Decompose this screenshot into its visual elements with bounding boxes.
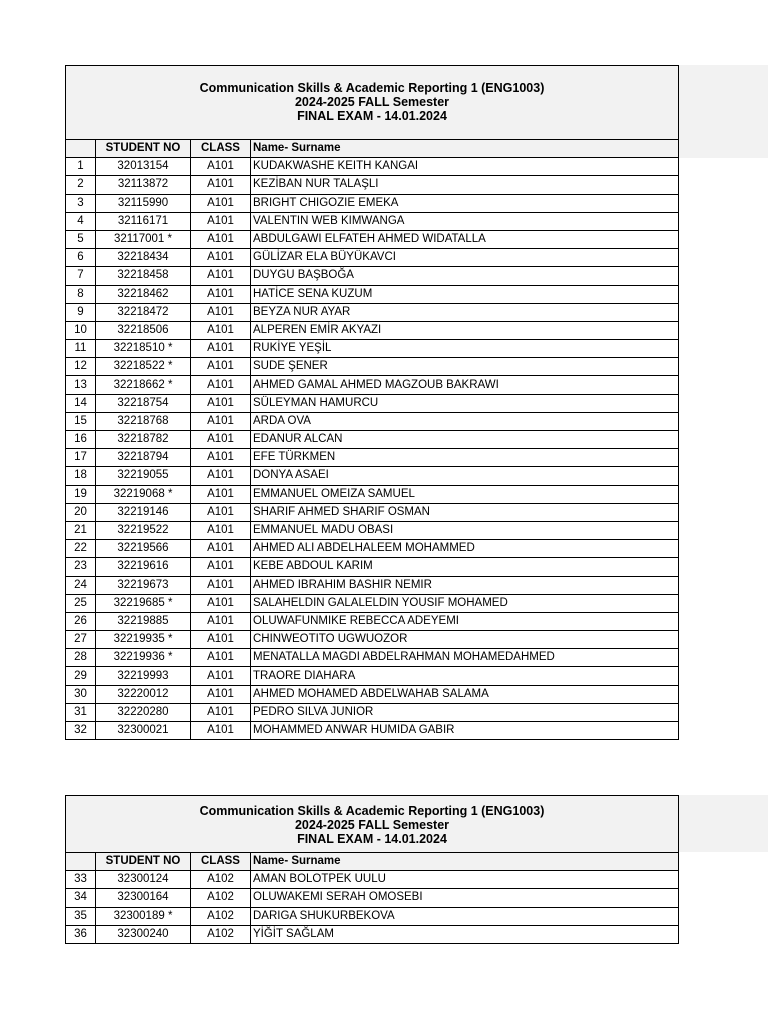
row-index: 11 [66,340,96,358]
table-row [66,176,679,194]
student-number: 32219935 * [96,631,191,649]
row-index: 35 [66,907,96,925]
row-index: 28 [66,649,96,667]
row-index: 9 [66,303,96,321]
row-index: 36 [66,925,96,943]
student-name: MENATALLA MAGDI ABDELRAHMAN MOHAMEDAHMED [251,649,679,667]
student-name: BRIGHT CHIGOZIE EMEKA [251,194,679,212]
semester-title: 2024-2025 FALL Semester [294,95,450,109]
student-name: SÜLEYMAN HAMURCU [251,394,679,412]
header-class: CLASS [191,140,251,158]
class-code: A101 [191,540,251,558]
table-row [66,358,679,376]
student-name: BEYZA NUR AYAR [251,303,679,321]
student-number: 32218662 * [96,376,191,394]
student-name: EFE TÜRKMEN [251,449,679,467]
class-code: A101 [191,176,251,194]
table-row [66,649,679,667]
student-number: 32219936 * [96,649,191,667]
table-row [66,594,679,612]
exam-title: FINAL EXAM - 14.01.2024 [297,832,447,846]
row-index: 26 [66,612,96,630]
class-code: A101 [191,521,251,539]
row-index: 12 [66,358,96,376]
table-row [66,449,679,467]
table-row [66,285,679,303]
student-name: KEZİBAN NUR TALAŞLI [251,176,679,194]
row-index: 8 [66,285,96,303]
header-fill-band [679,65,768,158]
class-code: A101 [191,303,251,321]
exam-list-section-2 [65,795,679,944]
student-number: 32218522 * [96,358,191,376]
table-row [66,230,679,248]
student-name: AMAN BOLOTPEK UULU [251,871,679,889]
class-code: A101 [191,703,251,721]
table-row [66,303,679,321]
table-row [66,558,679,576]
row-index: 5 [66,230,96,248]
class-code: A101 [191,485,251,503]
student-number: 32220280 [96,703,191,721]
row-index: 31 [66,703,96,721]
student-name: HATİCE SENA KUZUM [251,285,679,303]
student-number: 32300189 * [96,907,191,925]
student-name: AHMED ALI ABDELHALEEM MOHAMMED [251,540,679,558]
student-number: 32218754 [96,394,191,412]
student-name: DONYA ASAEI [251,467,679,485]
student-name: MOHAMMED ANWAR HUMIDA GABIR [251,722,679,740]
student-number: 32300021 [96,722,191,740]
student-name: AHMED MOHAMED ABDELWAHAB SALAMA [251,685,679,703]
student-name: DARIGA SHUKURBEKOVA [251,907,679,925]
row-index: 2 [66,176,96,194]
student-number: 32218506 [96,321,191,339]
student-number: 32218768 [96,412,191,430]
student-number: 32219673 [96,576,191,594]
exam-list-section-1 [65,65,679,740]
section-title [65,795,679,852]
class-code: A101 [191,467,251,485]
class-code: A101 [191,321,251,339]
student-number: 32219522 [96,521,191,539]
row-index: 1 [66,158,96,176]
table-row [66,376,679,394]
class-code: A102 [191,871,251,889]
row-index: 13 [66,376,96,394]
student-name: TRAORE DIAHARA [251,667,679,685]
student-number: 32219885 [96,612,191,630]
header-name: Name- Surname [251,853,679,871]
class-code: A101 [191,503,251,521]
student-number: 32219685 * [96,594,191,612]
table-row [66,394,679,412]
class-code: A101 [191,558,251,576]
table-row [66,485,679,503]
student-number: 32218458 [96,267,191,285]
class-code: A101 [191,267,251,285]
student-number: 32218794 [96,449,191,467]
class-code: A101 [191,412,251,430]
student-number: 32219146 [96,503,191,521]
student-number: 32218462 [96,285,191,303]
student-name: EMMANUEL OMEIZA SAMUEL [251,485,679,503]
table-row [66,685,679,703]
class-code: A101 [191,685,251,703]
student-number: 32219055 [96,467,191,485]
class-code: A101 [191,230,251,248]
student-number: 32115990 [96,194,191,212]
student-name: SHARIF AHMED SHARIF OSMAN [251,503,679,521]
semester-title: 2024-2025 FALL Semester [294,818,450,832]
student-number: 32219993 [96,667,191,685]
student-number: 32116171 [96,212,191,230]
row-index: 25 [66,594,96,612]
row-index: 7 [66,267,96,285]
class-code: A101 [191,449,251,467]
course-title: Communication Skills & Academic Reporting 1 (ENG1003) [199,81,545,95]
table-row [66,412,679,430]
exam-title: FINAL EXAM - 14.01.2024 [297,109,447,123]
header-student-no: STUDENT NO [96,853,191,871]
student-name: RUKİYE YEŞİL [251,340,679,358]
table-row [66,503,679,521]
header-student-no: STUDENT NO [96,140,191,158]
student-number: 32013154 [96,158,191,176]
student-name: GÜLİZAR ELA BÜYÜKAVCI [251,249,679,267]
class-code: A101 [191,649,251,667]
header-name: Name- Surname [251,140,679,158]
row-index: 10 [66,321,96,339]
class-code: A101 [191,212,251,230]
table-row [66,907,679,925]
table-row [66,540,679,558]
class-code: A101 [191,358,251,376]
row-index: 4 [66,212,96,230]
class-code: A102 [191,889,251,907]
table-row [66,631,679,649]
row-index: 21 [66,521,96,539]
table-row [66,212,679,230]
table-row [66,194,679,212]
student-table [65,139,679,740]
table-row [66,158,679,176]
table-row [66,467,679,485]
class-code: A101 [191,394,251,412]
class-code: A101 [191,431,251,449]
student-name: KEBE ABDOUL KARIM [251,558,679,576]
table-row [66,703,679,721]
student-number: 32218434 [96,249,191,267]
student-name: OLUWAKEMI SERAH OMOSEBI [251,889,679,907]
table-row [66,925,679,943]
class-code: A101 [191,667,251,685]
row-index: 14 [66,394,96,412]
student-name: EDANUR ALCAN [251,431,679,449]
table-row [66,340,679,358]
student-name: PEDRO SILVA JUNIOR [251,703,679,721]
class-code: A101 [191,249,251,267]
header-fill-band [679,795,768,852]
table-row [66,612,679,630]
student-name: ALPEREN EMİR AKYAZI [251,321,679,339]
table-row [66,722,679,740]
row-index: 24 [66,576,96,594]
row-index: 6 [66,249,96,267]
table-row [66,249,679,267]
student-number: 32219566 [96,540,191,558]
student-name: ARDA OVA [251,412,679,430]
student-number: 32220012 [96,685,191,703]
student-name: YİĞİT SAĞLAM [251,925,679,943]
class-code: A101 [191,340,251,358]
row-index: 33 [66,871,96,889]
row-index: 32 [66,722,96,740]
row-index: 29 [66,667,96,685]
row-index: 3 [66,194,96,212]
row-index: 22 [66,540,96,558]
student-number: 32117001 * [96,230,191,248]
student-name: ABDULGAWI ELFATEH AHMED WIDATALLA [251,230,679,248]
student-name: AHMED GAMAL AHMED MAGZOUB BAKRAWI [251,376,679,394]
student-number: 32218510 * [96,340,191,358]
student-name: EMMANUEL MADU OBASI [251,521,679,539]
table-header-row [66,140,679,158]
student-number: 32218782 [96,431,191,449]
table-row [66,521,679,539]
student-table [65,852,679,944]
course-title: Communication Skills & Academic Reporting 1 (ENG1003) [199,804,545,818]
student-name: KUDAKWASHE KEITH KANGAI [251,158,679,176]
student-name: OLUWAFUNMIKE REBECCA ADEYEMI [251,612,679,630]
section-title [65,65,679,139]
table-row [66,889,679,907]
student-number: 32219616 [96,558,191,576]
row-index: 27 [66,631,96,649]
table-row [66,576,679,594]
student-name: DUYGU BAŞBOĞA [251,267,679,285]
class-code: A102 [191,907,251,925]
row-index: 17 [66,449,96,467]
class-code: A102 [191,925,251,943]
header-index [66,140,96,158]
student-number: 32218472 [96,303,191,321]
table-header-row [66,853,679,871]
student-number: 32300164 [96,889,191,907]
row-index: 16 [66,431,96,449]
class-code: A101 [191,576,251,594]
student-number: 32300124 [96,871,191,889]
student-number: 32219068 * [96,485,191,503]
row-index: 34 [66,889,96,907]
row-index: 30 [66,685,96,703]
row-index: 18 [66,467,96,485]
student-number: 32113872 [96,176,191,194]
row-index: 19 [66,485,96,503]
table-row [66,321,679,339]
student-name: SALAHELDIN GALALELDIN YOUSIF MOHAMED [251,594,679,612]
header-index [66,853,96,871]
class-code: A101 [191,194,251,212]
student-name: VALENTIN WEB KIMWANGA [251,212,679,230]
table-row [66,267,679,285]
row-index: 15 [66,412,96,430]
class-code: A101 [191,612,251,630]
table-row [66,667,679,685]
class-code: A101 [191,594,251,612]
class-code: A101 [191,722,251,740]
student-number: 32300240 [96,925,191,943]
header-class: CLASS [191,853,251,871]
class-code: A101 [191,285,251,303]
class-code: A101 [191,158,251,176]
student-name: AHMED IBRAHIM BASHIR NEMIR [251,576,679,594]
class-code: A101 [191,631,251,649]
student-name: SUDE ŞENER [251,358,679,376]
student-name: CHINWEOTITO UGWUOZOR [251,631,679,649]
row-index: 20 [66,503,96,521]
table-row [66,431,679,449]
row-index: 23 [66,558,96,576]
table-row [66,871,679,889]
class-code: A101 [191,376,251,394]
